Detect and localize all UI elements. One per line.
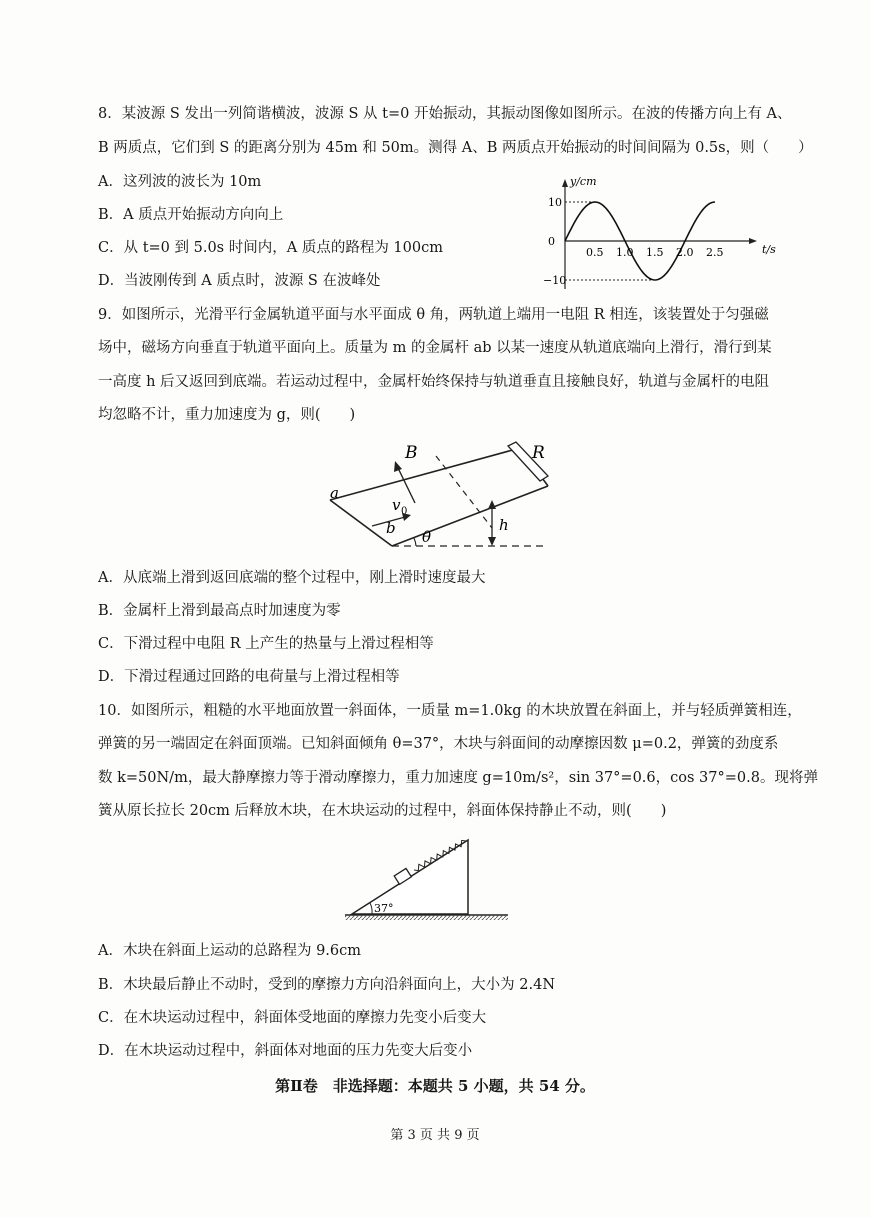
q10-ground-hatch [345,915,508,920]
q9-theta-arc [414,538,416,546]
x-axis-label: t/s [762,243,776,256]
q9-option-c: C．下滑过程中电阻 R 上产生的热量与上滑过程相等 [98,636,434,652]
q9-b-field-arrow [398,468,415,503]
q10-option-a: A．木块在斜面上运动的总路程为 9.6cm [98,943,362,959]
q9-rail-bottom [392,486,548,546]
q9-label-a: a [330,484,339,502]
y-axis-label: y/cm [570,175,597,188]
q9-label-theta: θ [422,528,432,546]
q9-label-h: h [499,516,509,534]
q8-option-c: C．从 t=0 到 5.0s 时间内，A 质点的路程为 100cm [98,240,443,256]
q9-rail-diagram [320,438,560,553]
q8-option-d: D．当波刚传到 A 质点时，波源 S 在波峰处 [98,273,381,289]
section-2-title: 第Ⅱ卷 非选择题：本题共 5 小题，共 54 分。 [275,1077,595,1095]
q8-vibration-chart [530,175,776,295]
q9-label-b: b [386,519,396,537]
q9-height-arrow-up [488,500,496,509]
q9-option-a: A．从底端上滑到返回底端的整个过程中，刚上滑时速度最大 [98,570,486,586]
q9-label-v: v [392,496,401,514]
y-tick-label: −10 [543,274,567,287]
y-tick-label: 10 [548,196,562,209]
page-footer: 第 3 页 共 9 页 [390,1128,480,1143]
q10-incline-diagram [340,830,515,922]
q9-stem-line-4: 均忽略不计，重力加速度为 g，则( ) [98,407,356,423]
q10-angle-label: 37° [374,902,394,915]
q9-stem-line-3: 一高度 h 后又返回到底端。若运动过程中，金属杆始终保持与轨道垂直且接触良好，轨道与金属杆的电阻 [98,374,770,390]
q9-rail-top [330,448,520,500]
y-axis-arrow [562,179,568,187]
x-tick-label: 1.5 [646,246,664,259]
q10-option-b: B．木块最后静止不动时，受到的摩擦力方向沿斜面向上，大小为 2.4N [98,977,556,993]
q9-option-d: D．下滑过程通过回路的电荷量与上滑过程相等 [98,669,400,685]
q10-stem-line-4: 簧从原长拉长 20cm 后释放木块，在木块运动的过程中，斜面体保持静止不动，则( ) [98,803,667,819]
q9-stem-line-2: 场中，磁场方向垂直于轨道平面向上。质量为 m 的金属杆 ab 以某一速度从轨道底端向上滑行，滑行到某 [98,340,772,356]
q10-stem-line-2: 弹簧的另一端固定在斜面顶端。已知斜面倾角 θ=37°，木块与斜面间的动摩擦因数 μ=0.2，弹簧的劲度系 [98,736,779,752]
q10-option-d: D．在木块运动过程中，斜面体对地面的压力先变大后变小 [98,1043,473,1059]
q9-dashed-line [436,456,492,528]
q8-stem-line-1: 8．某波源 S 发出一列简谐横波，波源 S 从 t=0 开始振动，其振动图像如图所示。在波的传播方向上有 A、 [98,106,792,122]
q9-label-B: B [405,443,418,463]
q9-label-v-sub: 0 [401,506,408,517]
q8-stem-line-2: B 两质点，它们到 S 的距离分别为 45m 和 50m。测得 A、B 两质点开始振动的时间间隔为 0.5s，则（ ） [98,140,813,156]
x-axis-arrow [749,238,757,244]
q9-label-R: R [532,443,545,463]
q9-height-arrow-down [488,537,496,546]
q9-b-field-arrowhead [394,461,402,472]
q10-stem-line-1: 10．如图所示，粗糙的水平地面放置一斜面体，一质量 m=1.0kg 的木块放置在斜面上，并与轻质弹簧相连， [98,703,802,719]
q8-option-b: B．A 质点开始振动方向向上 [98,207,284,223]
x-tick-label: 2.0 [676,246,694,259]
q10-option-c: C．在木块运动过程中，斜面体受地面的摩擦力先变小后变大 [98,1010,487,1026]
x-tick-label: 2.5 [706,246,724,259]
q10-stem-line-3: 数 k=50N/m，最大静摩擦力等于滑动摩擦力，重力加速度 g=10m/s²，sin 37°=0.6，cos 37°=0.8。现将弹 [98,770,818,786]
q9-stem-line-1: 9．如图所示，光滑平行金属轨道平面与水平面成 θ 角，两轨道上端用一电阻 R 相连，该装置处于匀强磁 [98,307,769,323]
q9-option-b: B．金属杆上滑到最高点时加速度为零 [98,603,341,619]
q8-option-a: A．这列波的波长为 10m [98,174,262,190]
x-tick-label: 0.5 [586,246,604,259]
y-tick-label: 0 [548,235,555,248]
x-tick-label: 1.0 [616,246,634,259]
